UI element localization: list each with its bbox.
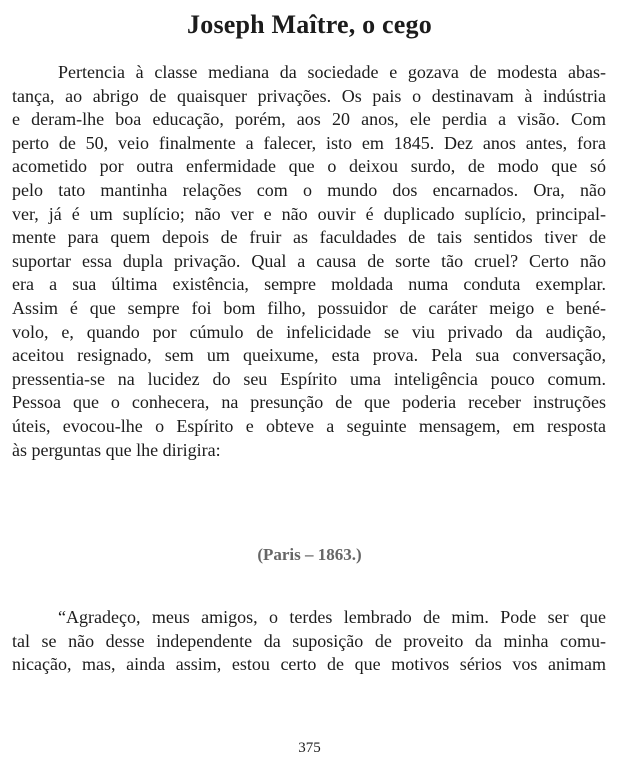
text-line: Pessoa que o conhecera, na presunção de que poderia receber instruções [12,392,606,413]
text-line: “Agradeço, meus amigos, o terdes lembrado de mim. Pode ser que [58,607,606,627]
text-line: pressentia-se na lucidez do seu Espírito uma inteligência pouco comum. [12,368,606,389]
body-paragraph [12,61,606,462]
text-line: às perguntas que lhe dirigira: [12,439,221,460]
text-line: mente para quem depois de fruir as faculdades de tais sentidos tiver de [12,227,606,248]
text-line: acometido por outra enfermidade que o deixou surdo, de modo que só [12,156,606,177]
text-line: tal se não desse independente da suposição de proveito da minha comu- [12,630,606,651]
text-line: perto de 50, veio finalmente a falecer, isto em 1845. Dez anos antes, fora [12,132,606,153]
message-paragraph [12,606,606,677]
text-line: pelo tato mantinha relações com o mundo dos encarnados. Ora, não [12,179,606,200]
text-line: volo, e, quando por cúmulo de infelicidade se viu privado da audição, [12,321,606,342]
text-line: Assim é que sempre foi bom filho, possuidor de caráter meigo e bené- [12,297,606,318]
text-line: suportar essa dupla privação. Qual a causa de sorte tão cruel? Certo não [12,250,606,271]
text-line: aceitou resignado, sem um queixume, esta prova. Pela sua conversação, [12,345,606,366]
page-number: 375 [298,740,321,756]
text-line: e deram-lhe boa educação, porém, aos 20 anos, ele perdia a visão. Com [12,109,606,130]
text-line: Pertencia à classe mediana da sociedade e gozava de modesta abas- [58,62,606,82]
text-line: úteis, evocou-lhe o Espírito e obteve a seguinte mensagem, em resposta [12,415,606,436]
chapter-title: Joseph Maître, o cego [187,10,432,39]
text-line: nicação, mas, ainda assim, estou certo de que motivos sérios vos animam [12,654,606,675]
text-line: era a sua última existência, sempre moldada numa conduta exemplar. [12,274,606,295]
date-line: (Paris – 1863.) [257,545,362,564]
text-line: tança, ao abrigo de quaisquer privações. Os pais o destinavam à indústria [12,85,606,106]
text-line: ver, já é um suplício; não ver e não ouvir é duplicado suplício, principal- [12,203,606,224]
